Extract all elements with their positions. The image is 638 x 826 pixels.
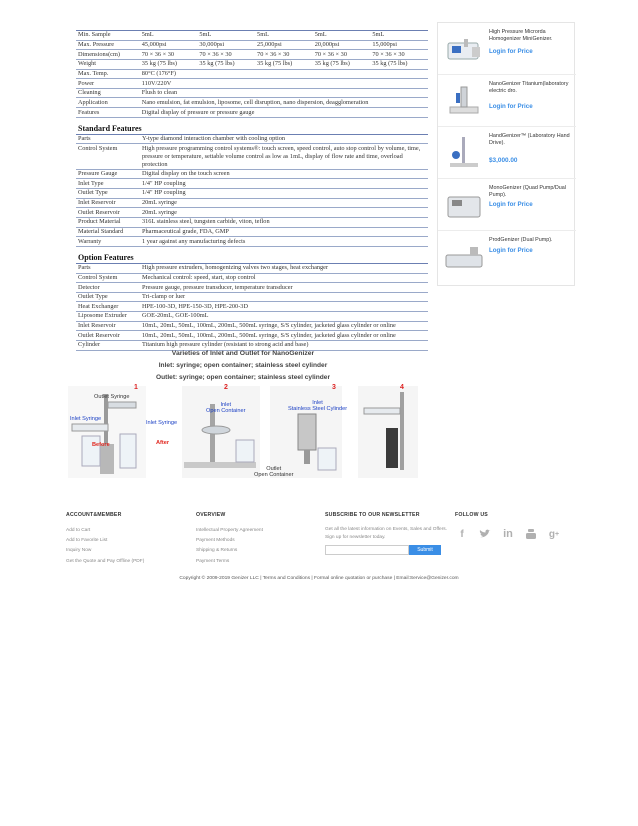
footer-link-favorite-list[interactable]: Add to Favorite List bbox=[66, 538, 108, 544]
related-products-sidebar bbox=[437, 22, 575, 286]
spec-value-cell: Nano emulsion, fat emulsion, liposome, cell disruption, nano dispersion, deagglomeration bbox=[141, 98, 369, 106]
option-table-row bbox=[76, 292, 428, 302]
newsletter-email-input[interactable] bbox=[325, 545, 409, 555]
minigenizer-product-image[interactable] bbox=[442, 29, 486, 69]
spec-table-row bbox=[76, 69, 428, 79]
standard-table-row bbox=[76, 227, 428, 237]
spec-value-cell: 30,000psi bbox=[199, 41, 225, 49]
spec-label-cell: Cleaning bbox=[78, 89, 101, 97]
sidebar-product-name[interactable]: MonoGenizer (Quad Pump/Dual Pump). bbox=[489, 185, 567, 199]
feature-label-cell: Inlet Reservoir bbox=[78, 199, 116, 207]
label-inlet-syringe-2: Inlet Syringe bbox=[146, 420, 178, 426]
standard-features-table bbox=[76, 134, 428, 247]
footer-follow-heading: FOLLOW US bbox=[455, 512, 488, 518]
feature-value-cell: Titanium high pressure cylinder (resistant to strong acid and base) bbox=[142, 341, 309, 349]
option-features-table bbox=[76, 263, 428, 351]
footer-copyright: Copyright © 2009-2019 Genizer LLC | Terms and Conditions | Formal online quotation or purchase | Email:Service@Genizer.com bbox=[179, 576, 459, 581]
option-table-row bbox=[76, 283, 428, 293]
sidebar-product-name[interactable]: High Pressure Microrda Homogenizer MiniGenizer. bbox=[489, 29, 553, 43]
spec-value-cell: Flush to clean bbox=[141, 89, 178, 97]
sidebar-product-name[interactable]: ProdGenizer (Dual Pump). bbox=[489, 237, 553, 243]
option-table-row bbox=[76, 341, 428, 351]
standard-table-row bbox=[76, 189, 428, 199]
option-table-row bbox=[76, 302, 428, 312]
standard-table-row bbox=[76, 198, 428, 208]
spec-value-cell: 35 kg (75 lbs) bbox=[141, 60, 177, 68]
youtube-icon[interactable] bbox=[524, 528, 538, 540]
feature-value-cell: Pharmaceutical grade, FDA, GMP bbox=[142, 228, 229, 235]
spec-value-cell: 80°C (176°F) bbox=[141, 69, 177, 77]
feature-value-cell: Digital display on the touch screen bbox=[142, 170, 230, 178]
footer-overview-column bbox=[196, 512, 263, 569]
spec-table-row bbox=[76, 98, 428, 108]
footer-account-column bbox=[66, 512, 144, 569]
figure-inlet-line: Inlet: syringe; open container; stainless steel cylinder bbox=[158, 362, 328, 369]
login-for-price-link[interactable]: Login for Price bbox=[489, 247, 533, 254]
spec-value-cell: 5mL bbox=[314, 31, 327, 39]
spec-value-cell: Digital display of pressure or pressure gauge bbox=[141, 108, 255, 116]
figure-number-2: 2 bbox=[224, 384, 228, 391]
monogenizer-product-image[interactable] bbox=[442, 185, 486, 225]
footer-link-shipping-returns[interactable]: Shipping & Returns bbox=[196, 548, 238, 554]
spec-value-cell: 35 kg (75 lbs) bbox=[372, 60, 408, 68]
footer-link-payment-terms[interactable]: Payment Terms bbox=[196, 558, 230, 564]
sidebar-product-prodgenizer[interactable] bbox=[438, 231, 576, 283]
sidebar-product-minigenizer[interactable] bbox=[438, 23, 576, 75]
feature-label-cell: Warranty bbox=[78, 237, 102, 245]
sidebar-product-name[interactable]: NanoGenizer Titanium(laboratory electric dro. bbox=[489, 81, 569, 95]
spec-label-cell: Weight bbox=[78, 60, 97, 68]
standard-table-row bbox=[76, 179, 428, 189]
standard-table-row bbox=[76, 134, 428, 144]
figure-title: Varieties of Inlet and Outlet for NanoGenizer bbox=[171, 350, 315, 357]
spec-table-row bbox=[76, 50, 428, 60]
newsletter-description: Get all the latest information on Events, Sales and Offers. Sign up for newsletter today. bbox=[325, 527, 448, 540]
footer-account-heading: ACCOUNT&MEMBER bbox=[66, 512, 122, 518]
sidebar-product-nanogenizer-titanium[interactable] bbox=[438, 75, 576, 127]
label-inlet-open-container: Inlet Open Container bbox=[206, 402, 246, 415]
figure-number-3: 3 bbox=[332, 384, 336, 391]
footer-link-payment-methods[interactable]: Payment Methods bbox=[196, 538, 235, 544]
feature-value-cell: 10mL, 20mL, 50mL, 100mL, 200mL, 500mL syringe, S/S cylinder, jacketed glass cylinder or online bbox=[142, 322, 396, 330]
feature-label-cell: Parts bbox=[78, 264, 91, 272]
spec-value-cell: 5mL bbox=[141, 31, 154, 39]
footer-overview-heading: OVERVIEW bbox=[196, 512, 226, 518]
feature-label-cell: Inlet Reservoir bbox=[78, 322, 116, 330]
figure-outlet-line: Outlet: syringe; open container; stainless steel cylinder bbox=[155, 374, 331, 381]
footer-link-inquiry[interactable]: Inquiry Now bbox=[66, 548, 92, 554]
site-footer bbox=[0, 512, 638, 582]
option-table-row bbox=[76, 273, 428, 283]
standard-table-row bbox=[76, 208, 428, 218]
feature-label-cell: Detector bbox=[78, 283, 100, 291]
sidebar-product-monogenizer[interactable] bbox=[438, 179, 576, 231]
feature-value-cell: High pressure extruders, homogenizing valves two stages, heat exchanger bbox=[142, 264, 329, 272]
feature-value-cell: 10mL, 20mL, 50mL, 100mL, 200mL, 500mL syringe, S/S cylinder, jacketed glass cylinder or online bbox=[142, 331, 396, 339]
spec-label-cell: Power bbox=[78, 79, 95, 87]
login-for-price-link[interactable]: Login for Price bbox=[489, 103, 533, 110]
feature-label-cell: Outlet Reservoir bbox=[78, 208, 120, 216]
spec-table-row bbox=[76, 88, 428, 98]
feature-label-cell: Outlet Type bbox=[78, 189, 108, 197]
spec-value-cell: 5mL bbox=[372, 31, 385, 39]
option-table-row bbox=[76, 321, 428, 331]
feature-value-cell: 20mL syringe bbox=[142, 208, 177, 216]
footer-newsletter-column bbox=[325, 512, 451, 555]
spec-label-cell: Application bbox=[78, 98, 108, 106]
sidebar-product-price[interactable]: $3,000.00 bbox=[489, 157, 518, 164]
option-table-row bbox=[76, 263, 428, 273]
standard-table-row bbox=[76, 237, 428, 247]
spec-value-cell: 35 kg (75 lbs) bbox=[199, 60, 235, 68]
feature-value-cell: Tri-clamp or luer bbox=[142, 293, 186, 301]
spec-label-cell: Features bbox=[78, 108, 100, 116]
feature-value-cell: 20mL syringe bbox=[142, 199, 177, 207]
spec-value-cell: 70 × 36 × 30 bbox=[141, 50, 175, 58]
figure-number-1: 1 bbox=[134, 384, 138, 391]
standard-features-title: Standard Features bbox=[78, 123, 142, 133]
feature-label-cell: Parts bbox=[78, 135, 91, 143]
label-outlet-open-container: Outlet Open Container bbox=[254, 466, 294, 479]
feature-label-cell: Product Material bbox=[78, 218, 121, 226]
standard-table-row bbox=[76, 169, 428, 179]
spec-label-cell: Min. Sample bbox=[78, 31, 111, 39]
label-outlet-syringe: Outlet Syringe bbox=[94, 394, 130, 400]
login-for-price-link[interactable]: Login for Price bbox=[489, 201, 533, 208]
label-after: After bbox=[156, 440, 170, 446]
standard-table-row bbox=[76, 144, 428, 169]
spec-value-cell: 25,000psi bbox=[257, 41, 282, 49]
label-inlet-stainless-steel: Inlet Stainless Steel Cylinder bbox=[288, 400, 348, 413]
feature-label-cell: Liposome Extruder bbox=[78, 312, 127, 320]
spec-table-row bbox=[76, 31, 428, 41]
twitter-icon[interactable] bbox=[478, 528, 492, 540]
feature-value-cell: 316L stainless steel, tungsten carbide, viton, teflon bbox=[142, 218, 270, 226]
footer-link-quote-pdf[interactable]: Get the Quote and Pay Offline (PDF) bbox=[66, 558, 145, 564]
figure-number-4: 4 bbox=[400, 384, 404, 391]
spec-value-cell: 35 kg (75 lbs) bbox=[257, 60, 293, 68]
option-table-row bbox=[76, 331, 428, 341]
footer-link-ip-agreement[interactable]: Intellectual Property Agreement bbox=[196, 528, 263, 533]
feature-value-cell: 1/4" HP coupling bbox=[142, 179, 186, 187]
spec-value-cell: 20,000psi bbox=[314, 41, 340, 49]
footer-follow-column bbox=[455, 512, 561, 540]
feature-label-cell: Pressure Gauge bbox=[78, 170, 118, 178]
spec-table bbox=[76, 30, 428, 118]
spec-value-cell: 110V/220V bbox=[141, 79, 172, 87]
feature-label-cell: Control System bbox=[78, 273, 118, 281]
inlet-outlet-figure bbox=[64, 350, 422, 480]
newsletter-form bbox=[325, 545, 451, 555]
social-icons bbox=[455, 528, 561, 540]
facebook-icon[interactable]: f bbox=[460, 528, 464, 540]
label-before: Before bbox=[92, 442, 110, 448]
feature-label-cell: Outlet Type bbox=[78, 293, 108, 301]
prodgenizer-product-image[interactable] bbox=[442, 237, 486, 277]
feature-label-cell: Inlet Type bbox=[78, 179, 104, 187]
feature-value-cell: Mechanical control: speed, start, stop control bbox=[142, 273, 256, 281]
linkedin-icon[interactable]: in bbox=[503, 528, 513, 540]
spec-value-cell: 45,000psi bbox=[141, 41, 167, 49]
spec-value-cell: 5mL bbox=[199, 31, 212, 39]
feature-value-cell: 1 year against any manufacturing defects bbox=[142, 237, 246, 245]
spec-label-cell: Dimensions(cm) bbox=[78, 50, 120, 58]
feature-value-cell: High pressure programming control systems®: touch screen, speed control, auto stop control by volume, time, pressure or temperature, settable volume control as low as 1mL, display of flow rate and time, overload protection bbox=[142, 144, 421, 168]
label-inlet-syringe-1: Inlet Syringe bbox=[70, 416, 102, 422]
spec-value-cell: 70 × 36 × 30 bbox=[314, 50, 347, 58]
google-plus-icon[interactable]: g + bbox=[548, 528, 560, 540]
sidebar-product-name[interactable]: HandGenizer™ (Laboratory Hand Drive). bbox=[489, 133, 570, 147]
spec-value-cell: 15,000psi bbox=[372, 41, 397, 49]
standard-table-row bbox=[76, 217, 428, 227]
feature-value-cell: 1/4" HP coupling bbox=[142, 189, 186, 197]
spec-value-cell: 70 × 36 × 30 bbox=[372, 50, 405, 58]
spec-table-row bbox=[76, 40, 428, 50]
newsletter-submit-button[interactable]: Submit bbox=[409, 545, 441, 555]
feature-value-cell: GOE-20mL, GOE-100mL bbox=[142, 312, 209, 320]
footer-link-add-to-cart[interactable]: Add to Cart bbox=[66, 528, 91, 533]
nanogenizer-product-image[interactable] bbox=[442, 81, 486, 121]
handgenizer-product-image[interactable] bbox=[442, 133, 486, 173]
sidebar-product-handgenizer[interactable] bbox=[438, 127, 576, 179]
feature-label-cell: Heat Exchanger bbox=[78, 302, 119, 310]
spec-label-cell: Max. Pressure bbox=[78, 41, 115, 49]
feature-label-cell: Cylinder bbox=[78, 341, 101, 349]
login-for-price-link[interactable]: Login for Price bbox=[489, 48, 533, 55]
feature-label-cell: Material Standard bbox=[78, 228, 124, 235]
spec-label-cell: Max. Temp. bbox=[78, 69, 109, 77]
spec-value-cell: 70 × 36 × 30 bbox=[199, 50, 232, 58]
feature-label-cell: Control System bbox=[78, 144, 118, 152]
option-features-title: Option Features bbox=[78, 252, 134, 262]
option-table-row bbox=[76, 312, 428, 322]
footer-newsletter-heading: SUBSCRIBE TO OUR NEWSLETTER bbox=[325, 512, 420, 518]
spec-table-row bbox=[76, 59, 428, 69]
spec-section bbox=[76, 30, 428, 351]
spec-table-row bbox=[76, 108, 428, 118]
spec-table-row bbox=[76, 79, 428, 89]
spec-value-cell: 5mL bbox=[257, 31, 269, 39]
feature-value-cell: Y-type diamond interaction chamber with cooling option bbox=[142, 135, 286, 143]
feature-label-cell: Outlet Reservoir bbox=[78, 331, 120, 339]
feature-value-cell: HPE-100-3D, HPE-150-3D, HPE-200-3D bbox=[142, 302, 248, 310]
spec-value-cell: 35 kg (75 lbs) bbox=[314, 60, 350, 68]
spec-value-cell: 70 × 36 × 30 bbox=[257, 50, 290, 58]
feature-value-cell: Pressure gauge, pressure transducer, temperature transducer bbox=[142, 283, 293, 291]
